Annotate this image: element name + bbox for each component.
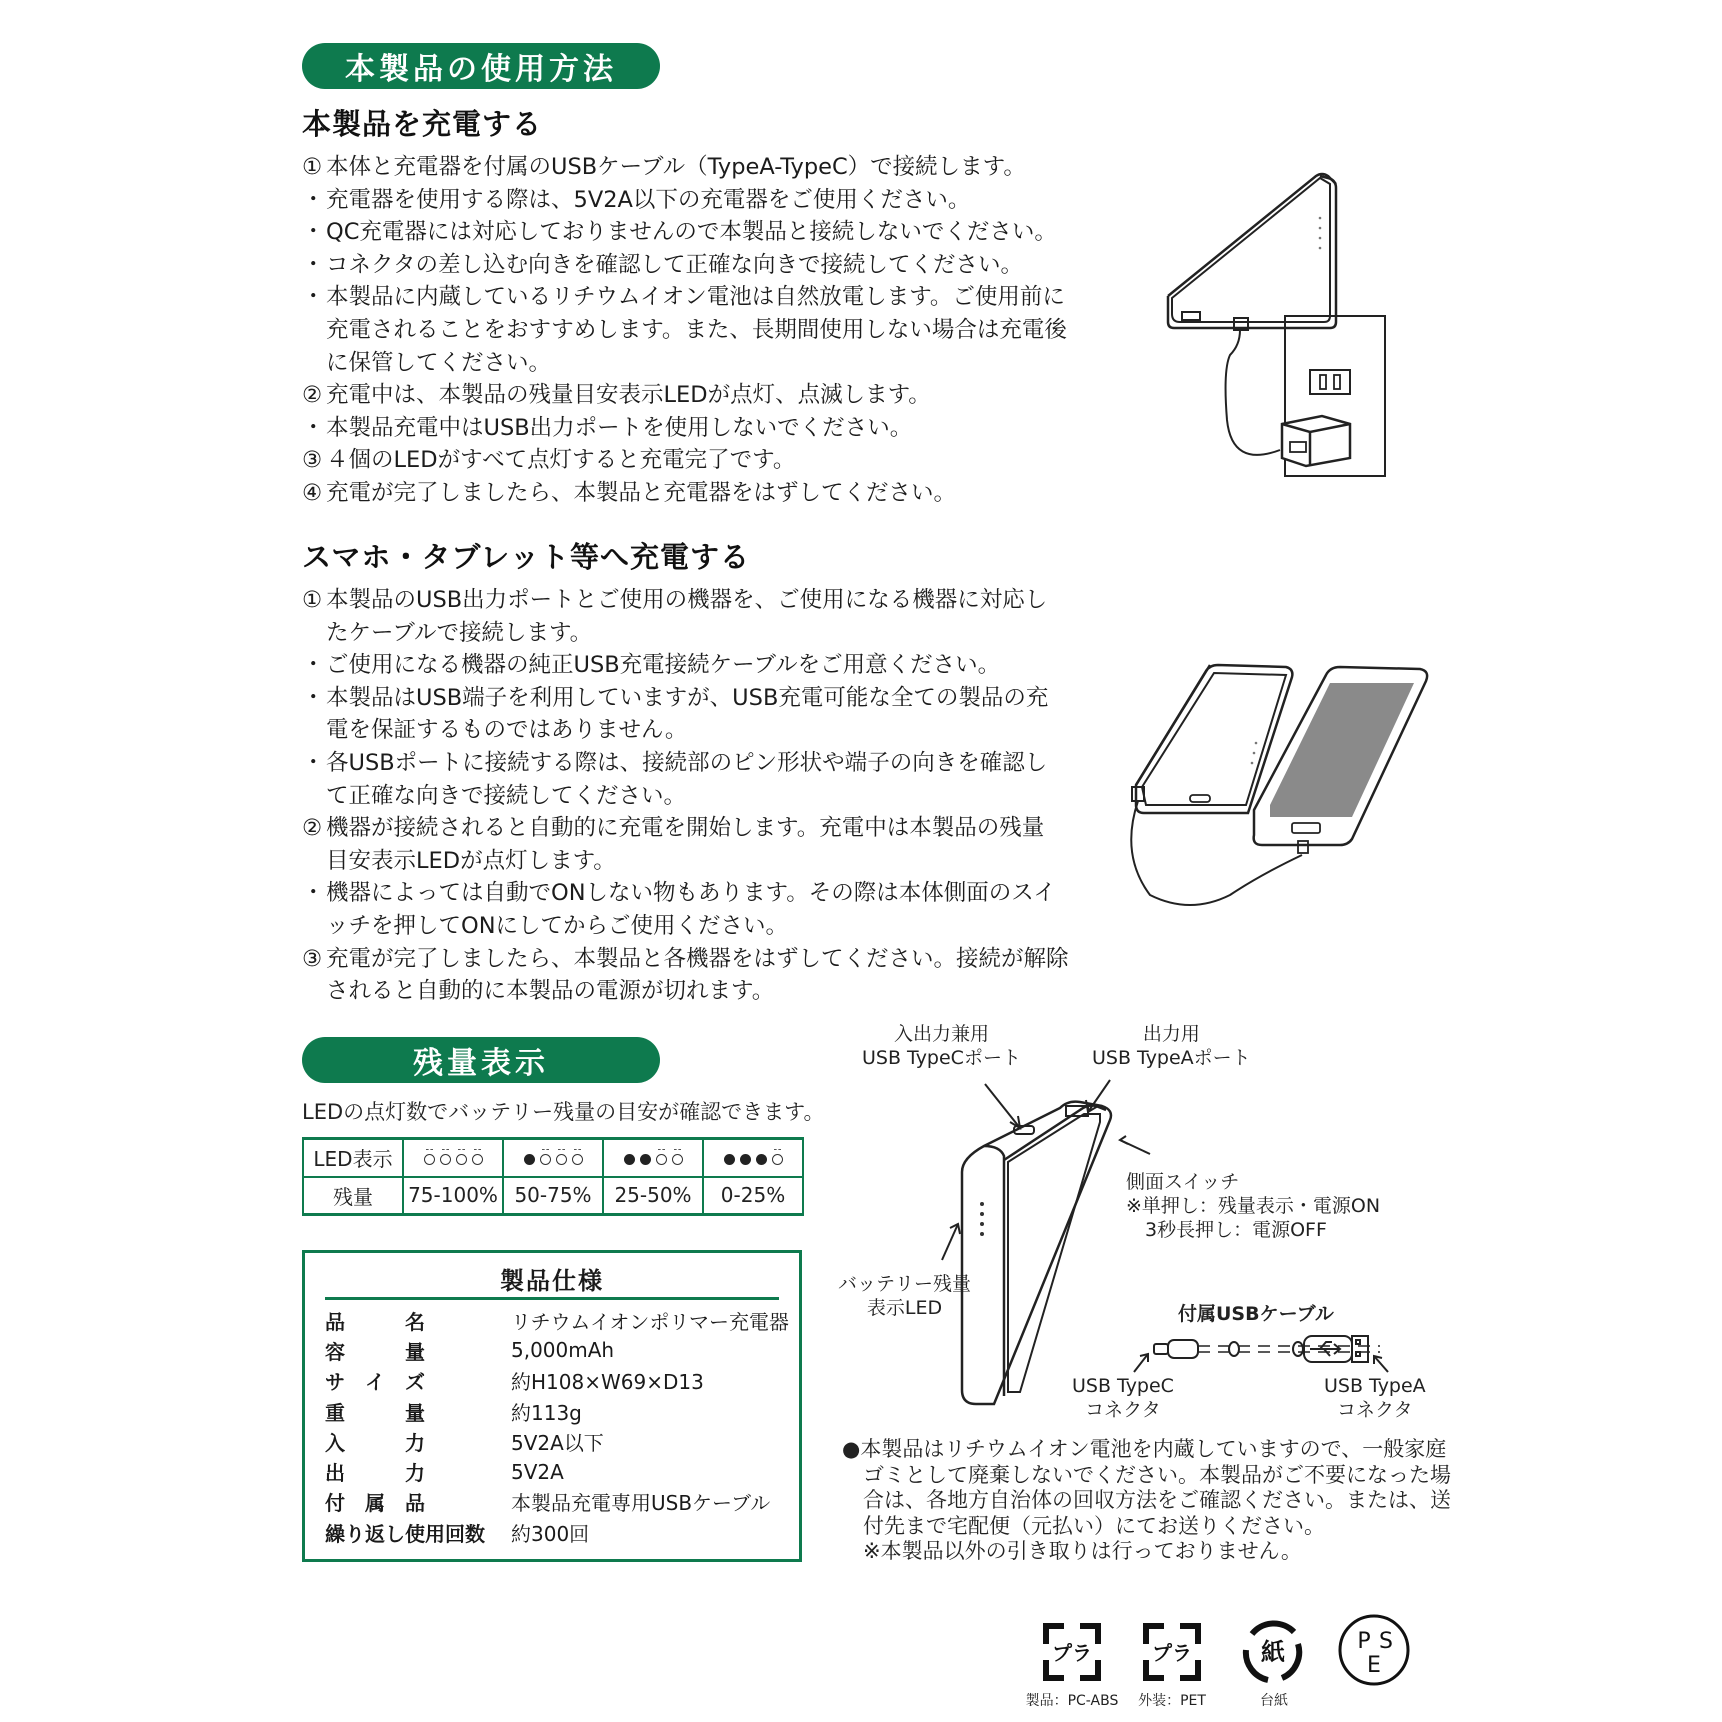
instruction-marker: ・ <box>302 251 325 278</box>
led-lit-icon <box>624 1154 635 1165</box>
remaining-value: 50-75% <box>503 1177 603 1215</box>
instruction-line <box>302 910 1069 943</box>
instruction-line <box>302 845 1069 878</box>
instruction-text: 本製品に内蔵しているリチウムイオン電池は自然放電します。ご使用前に <box>326 284 1065 311</box>
led-unlit-icon <box>572 1154 583 1165</box>
spec-key: 品 名 <box>325 1309 425 1334</box>
spec-row <box>325 1517 789 1547</box>
instruction-text: 本製品充電中はUSB出力ポートを使用しないでください。 <box>326 414 913 441</box>
led-lit-icon <box>740 1154 751 1165</box>
instruction-line <box>302 584 1069 617</box>
charge-device-heading: スマホ・タブレット等へ充電する <box>302 540 750 574</box>
svg-text:紙: 紙 <box>1261 1638 1285 1666</box>
instruction-text: 充電中は、本製品の残量目安表示LEDが点灯、点滅します。 <box>326 382 931 409</box>
instruction-line <box>302 412 1067 445</box>
spec-box <box>302 1250 802 1562</box>
spec-row <box>325 1487 789 1517</box>
led-display-header: LED表示 <box>303 1139 403 1177</box>
spec-value: 本製品充電専用USBケーブル <box>511 1491 771 1516</box>
remaining-header: 残量 <box>303 1177 403 1215</box>
led-unlit-icon <box>656 1154 667 1165</box>
instruction-marker: ・ <box>302 414 325 441</box>
instruction-text: ご使用になる機器の純正USB充電接続ケーブルをご用意ください。 <box>326 652 1001 679</box>
instruction-marker <box>302 975 326 1008</box>
instruction-text: 本製品はUSB端子を利用していますが、USB充電可能な全ての製品の充 <box>326 684 1049 711</box>
led-pattern-cell <box>503 1139 603 1177</box>
paper-recycle-icon <box>1238 1616 1308 1686</box>
instruction-marker <box>302 617 326 650</box>
led-unlit-icon <box>440 1154 451 1165</box>
instruction-text: ッチを押してONにしてからご使用ください。 <box>326 912 789 939</box>
typea-port-label: 出力用 USB TypeAポート <box>1092 1023 1251 1069</box>
instruction-text: 本体と充電器を付属のUSBケーブル（TypeA-TypeC）で接続します。 <box>326 154 1026 180</box>
instruction-text: 機器によっては自動でONしない物もあります。その際は本体側面のスイ <box>326 880 1056 907</box>
instruction-text: ４個のLEDがすべて点灯すると充電完了です。 <box>326 447 796 474</box>
phone-charging-illustration <box>1130 655 1450 935</box>
instruction-marker: ② <box>302 382 323 409</box>
instruction-text: 充電器を使用する際は、5V2A以下の充電器をご使用ください。 <box>326 186 971 213</box>
instruction-marker: ・ <box>302 284 325 311</box>
instruction-line <box>302 184 1067 217</box>
spec-rows <box>325 1305 789 1547</box>
instruction-text: コネクタの差し込む向きを確認して正確な向きで接続してください。 <box>326 251 1024 278</box>
instruction-marker <box>302 845 326 878</box>
instruction-text: に保管してください。 <box>326 349 552 376</box>
instruction-line <box>302 444 1067 477</box>
instruction-marker: ・ <box>302 684 325 711</box>
typec-port-label: 入出力兼用 USB TypeCポート <box>862 1023 1021 1069</box>
svg-text:S: S <box>1379 1629 1393 1654</box>
instruction-text: 充電が完了しましたら、本製品と充電器をはずしてください。 <box>326 479 957 506</box>
led-level-table <box>302 1137 804 1216</box>
spec-value: 5V2A以下 <box>511 1430 604 1455</box>
typec-connector-label: USB TypeC コネクタ <box>1072 1375 1174 1421</box>
spec-value: 5,000mAh <box>511 1338 615 1363</box>
instruction-line <box>302 617 1069 650</box>
instruction-line <box>302 943 1069 976</box>
instruction-marker <box>302 714 326 747</box>
instruction-marker <box>302 347 326 380</box>
led-pattern-cell <box>603 1139 703 1177</box>
instruction-line <box>302 151 1067 184</box>
spec-row <box>325 1366 789 1396</box>
spec-value: 5V2A <box>511 1459 564 1484</box>
instruction-line <box>302 314 1067 347</box>
instruction-marker: ① <box>302 154 323 180</box>
remaining-value: 25-50% <box>603 1177 703 1215</box>
led-unlit-icon <box>772 1154 783 1165</box>
led-unlit-icon <box>556 1154 567 1165</box>
instruction-text: 充電されることをおすすめします。また、長期間使用しない場合は充電後 <box>326 316 1067 343</box>
instruction-marker: ③ <box>302 447 323 474</box>
spec-title: 製品仕様 <box>500 1267 604 1295</box>
spec-key: 出 力 <box>325 1461 425 1486</box>
instruction-line <box>302 379 1067 412</box>
instruction-text: て正確な向きで接続してください。 <box>326 782 687 809</box>
spec-value: 約300回 <box>511 1521 590 1546</box>
instruction-text: 目安表示LEDが点灯します。 <box>326 847 616 874</box>
instruction-line <box>302 780 1069 813</box>
pse-mark-icon <box>1336 1612 1412 1688</box>
pura-recycle-icon <box>1140 1620 1204 1684</box>
instruction-line <box>302 682 1069 715</box>
instruction-line <box>302 877 1069 910</box>
disposal-note: ●本製品はリチウムイオン電池を内蔵していますので、一般家庭 ゴミとして廃棄しないでください。本製品がご不要になった場 合は、各地方自治体の回収方法をご確認ください。または、送 付先まで宅配便（元払い）にてお送りください。 ※本製品以外の引き取りは行っておりません。 <box>842 1437 1451 1563</box>
instruction-line <box>302 812 1069 845</box>
led-pattern-cell <box>703 1139 803 1177</box>
instruction-marker <box>302 780 326 813</box>
instruction-line <box>302 281 1067 314</box>
instruction-text: 各USBポートに接続する際は、接続部のピン形状や端子の向きを確認し <box>326 749 1048 776</box>
wall-charging-illustration <box>1160 170 1400 500</box>
instruction-marker: ・ <box>302 186 325 213</box>
instruction-line <box>302 747 1069 780</box>
instruction-marker <box>302 910 326 943</box>
instruction-text: 機器が接続されると自動的に充電を開始します。充電中は本製品の残量 <box>326 815 1045 842</box>
instruction-marker: ① <box>302 587 323 613</box>
spec-key: サ イ ズ <box>325 1370 425 1395</box>
spec-key: 重 量 <box>325 1400 425 1425</box>
mark-caption: 外装：PET <box>1138 1693 1206 1709</box>
charge-self-heading: 本製品を充電する <box>302 107 543 141</box>
remaining-value: 75-100% <box>403 1177 503 1215</box>
battery-level-section-title: 残量表示 <box>302 1037 660 1083</box>
instruction-marker: ・ <box>302 652 325 679</box>
led-pattern-cell <box>403 1139 503 1177</box>
svg-text:P: P <box>1357 1629 1371 1654</box>
spec-value: リチウムイオンポリマー充電器 <box>511 1309 789 1334</box>
typea-connector-label: USB TypeA コネクタ <box>1324 1375 1426 1421</box>
charge-self-instructions <box>302 151 1067 510</box>
spec-row <box>325 1426 789 1456</box>
mark-caption: 台紙 <box>1260 1693 1288 1709</box>
led-lit-icon <box>756 1154 767 1165</box>
svg-text:プラ: プラ <box>1152 1641 1192 1665</box>
led-unlit-icon <box>424 1154 435 1165</box>
instruction-text: されると自動的に本製品の電源が切れます。 <box>326 978 775 1005</box>
instruction-line <box>302 975 1069 1008</box>
instruction-line <box>302 249 1067 282</box>
spec-key: 容 量 <box>325 1339 425 1364</box>
spec-row <box>325 1456 789 1486</box>
instruction-text: QC充電器には対応しておりませんので本製品と接続しないでください。 <box>326 219 1057 246</box>
instruction-marker: ④ <box>302 479 323 506</box>
spec-value: 約113g <box>511 1400 582 1425</box>
led-unlit-icon <box>540 1154 551 1165</box>
led-unlit-icon <box>472 1154 483 1165</box>
spec-row <box>325 1305 789 1335</box>
instruction-line <box>302 477 1067 510</box>
usage-section-title: 本製品の使用方法 <box>302 43 660 89</box>
instruction-marker: ・ <box>302 880 325 907</box>
svg-text:E: E <box>1367 1653 1381 1678</box>
instruction-line <box>302 714 1069 747</box>
spec-row <box>325 1335 789 1365</box>
instruction-text: 本製品のUSB出力ポートとご使用の機器を、ご使用になる機器に対応し <box>326 587 1048 613</box>
instruction-line <box>302 649 1069 682</box>
remaining-value: 0-25% <box>703 1177 803 1215</box>
instruction-marker: ② <box>302 815 323 842</box>
led-display-row <box>303 1139 803 1177</box>
instruction-text: 充電が完了しましたら、本製品と各機器をはずしてください。接続が解除 <box>326 945 1069 972</box>
spec-divider <box>325 1297 779 1300</box>
cable-title: 付属USBケーブル <box>1178 1303 1334 1325</box>
charge-device-instructions <box>302 584 1069 1008</box>
led-unlit-icon <box>672 1154 683 1165</box>
spec-key: 付 属 品 <box>325 1491 425 1516</box>
mark-caption: 製品：PC-ABS <box>1025 1693 1119 1709</box>
spec-key: 繰り返し使用回数 <box>325 1521 485 1546</box>
instruction-text: 電を保証するものではありません。 <box>326 717 688 744</box>
instruction-marker: ③ <box>302 945 323 972</box>
side-switch-label: 側面スイッチ ※単押し：残量表示・電源ON 3秒長押し：電源OFF <box>1126 1171 1381 1241</box>
battery-level-lead: LEDの点灯数でバッテリー残量の目安が確認できます。 <box>302 1100 825 1124</box>
instruction-line <box>302 216 1067 249</box>
led-unlit-icon <box>456 1154 467 1165</box>
pura-recycle-icon <box>1040 1620 1104 1684</box>
instruction-marker <box>302 314 326 347</box>
spec-key: 入 力 <box>325 1430 425 1455</box>
instruction-text: たケーブルで接続します。 <box>326 619 593 646</box>
svg-text:プラ: プラ <box>1052 1641 1092 1665</box>
spec-value: 約H108×W69×D13 <box>511 1370 704 1395</box>
instruction-line <box>302 347 1067 380</box>
battery-led-label: バッテリー残量 表示LED <box>838 1273 972 1319</box>
led-lit-icon <box>524 1154 535 1165</box>
led-lit-icon <box>724 1154 735 1165</box>
instruction-marker: ・ <box>302 749 325 776</box>
remaining-row <box>303 1177 803 1215</box>
instruction-marker: ・ <box>302 219 325 246</box>
led-lit-icon <box>640 1154 651 1165</box>
spec-row <box>325 1396 789 1426</box>
